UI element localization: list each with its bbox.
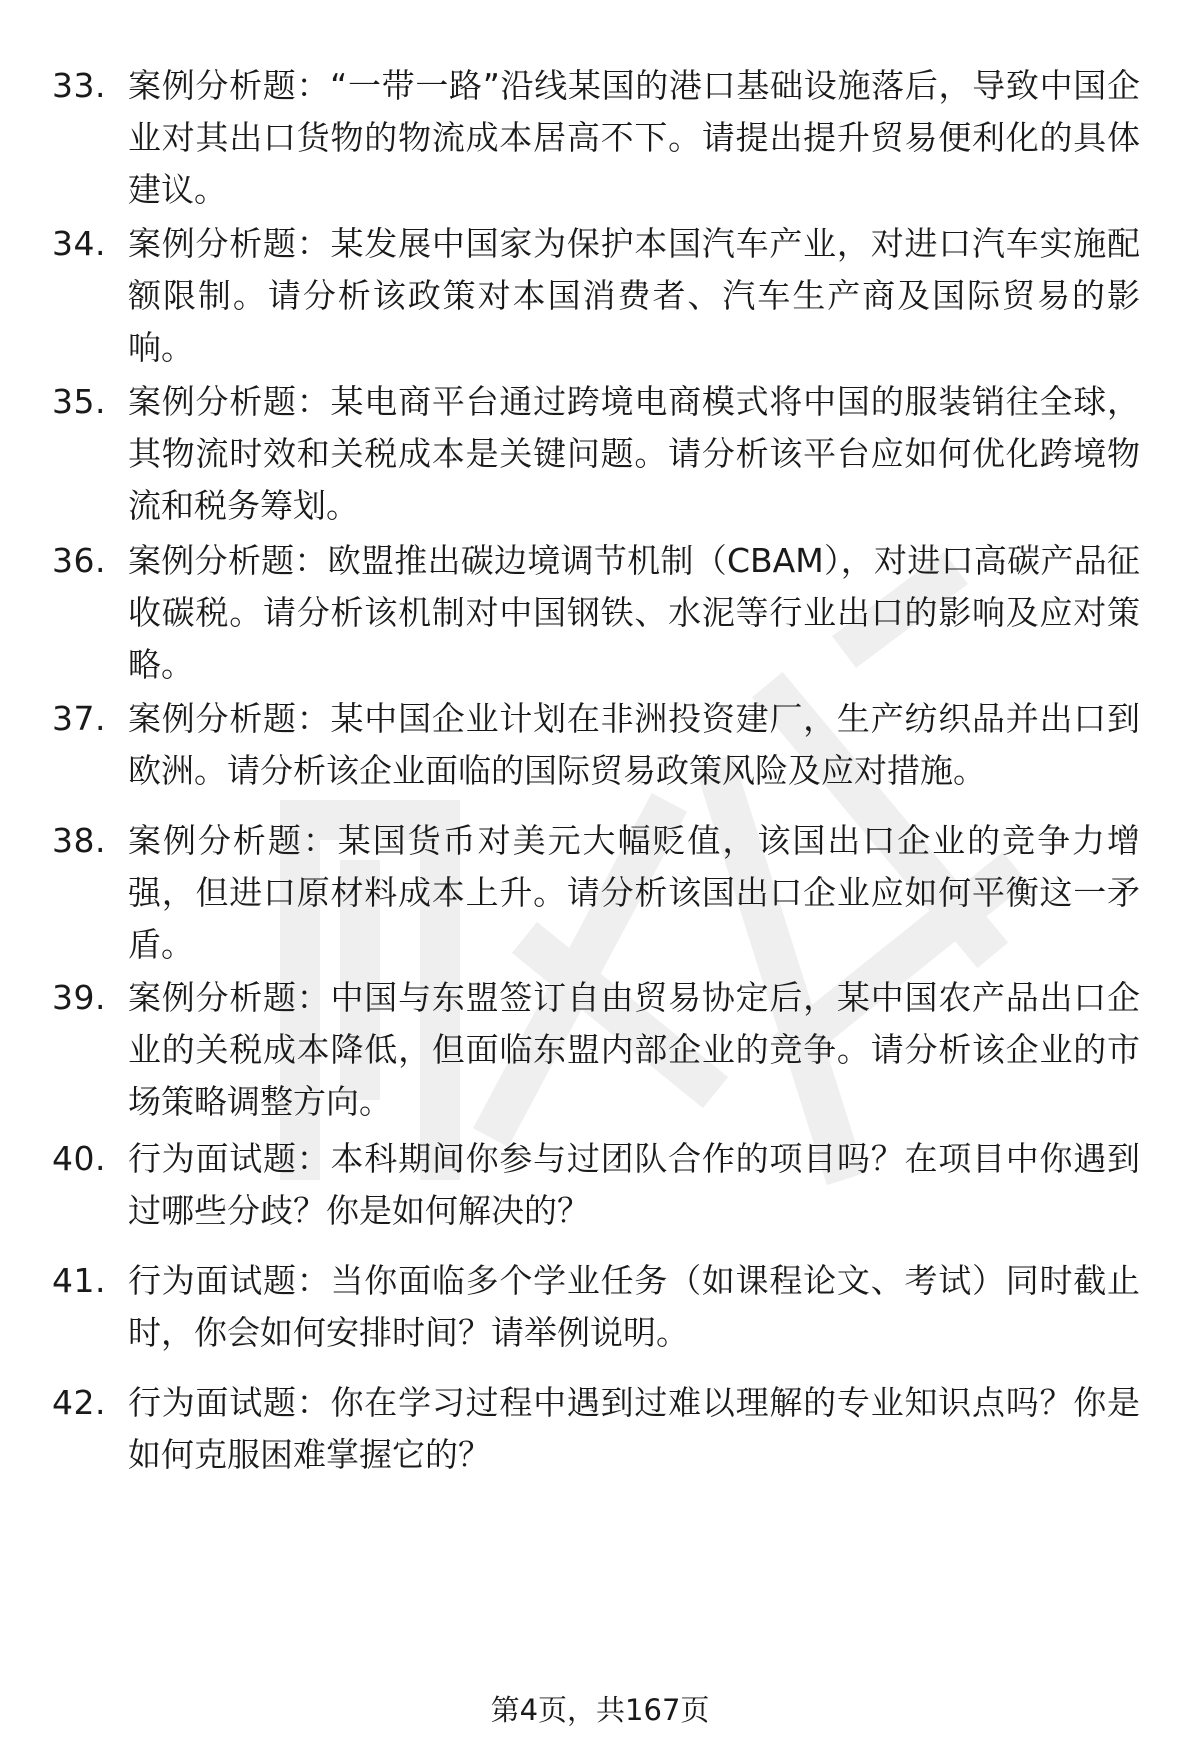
question-number: 42. <box>52 1383 106 1422</box>
question-text: 案例分析题：欧盟推出碳边境调节机制（CBAM），对进口高碳产品征收碳税。请分析该机制对中国钢铁、水泥等行业出口的影响及应对策略。 <box>128 541 1140 684</box>
page-number-footer: 第4页，共167页 <box>490 1693 710 1727</box>
question-text: 案例分析题：“一带一路”沿线某国的港口基础设施落后，导致中国企业对其出口货物的物流成本居高不下。请提出提升贸易便利化的具体建议。 <box>128 66 1140 209</box>
question-number: 37. <box>52 699 106 738</box>
question-text: 行为面试题：你在学习过程中遇到过难以理解的专业知识点吗？你是如何克服困难掌握它的？ <box>128 1383 1140 1474</box>
question-text: 案例分析题：某中国企业计划在非洲投资建厂，生产纺织品并出口到欧洲。请分析该企业面临的国际贸易政策风险及应对措施。 <box>128 699 1140 790</box>
question-text: 案例分析题：某国货币对美元大幅贬值，该国出口企业的竞争力增强，但进口原材料成本上升。请分析该国出口企业应如何平衡这一矛盾。 <box>128 821 1140 964</box>
question-text: 案例分析题：某电商平台通过跨境电商模式将中国的服装销往全球，其物流时效和关税成本是关键问题。请分析该平台应如何优化跨境物流和税务筹划。 <box>128 382 1140 525</box>
question-text: 案例分析题：某发展中国家为保护本国汽车产业，对进口汽车实施配额限制。请分析该政策对本国消费者、汽车生产商及国际贸易的影响。 <box>128 224 1140 367</box>
question-number: 40. <box>52 1139 106 1178</box>
question-number: 35. <box>52 382 106 421</box>
question-number: 36. <box>52 541 106 580</box>
question-text: 案例分析题：中国与东盟签订自由贸易协定后，某中国农产品出口企业的关税成本降低，但面临东盟内部企业的竞争。请分析该企业的市场策略调整方向。 <box>128 978 1140 1121</box>
question-number: 34. <box>52 224 106 263</box>
question-text: 行为面试题：本科期间你参与过团队合作的项目吗？在项目中你遇到过哪些分歧？你是如何解决的？ <box>128 1139 1140 1230</box>
question-text: 行为面试题：当你面临多个学业任务（如课程论文、考试）同时截止时，你会如何安排时间？请举例说明。 <box>128 1261 1140 1352</box>
question-number: 38. <box>52 821 106 860</box>
question-number: 41. <box>52 1261 106 1300</box>
question-number: 39. <box>52 978 106 1017</box>
question-number: 33. <box>52 66 106 105</box>
